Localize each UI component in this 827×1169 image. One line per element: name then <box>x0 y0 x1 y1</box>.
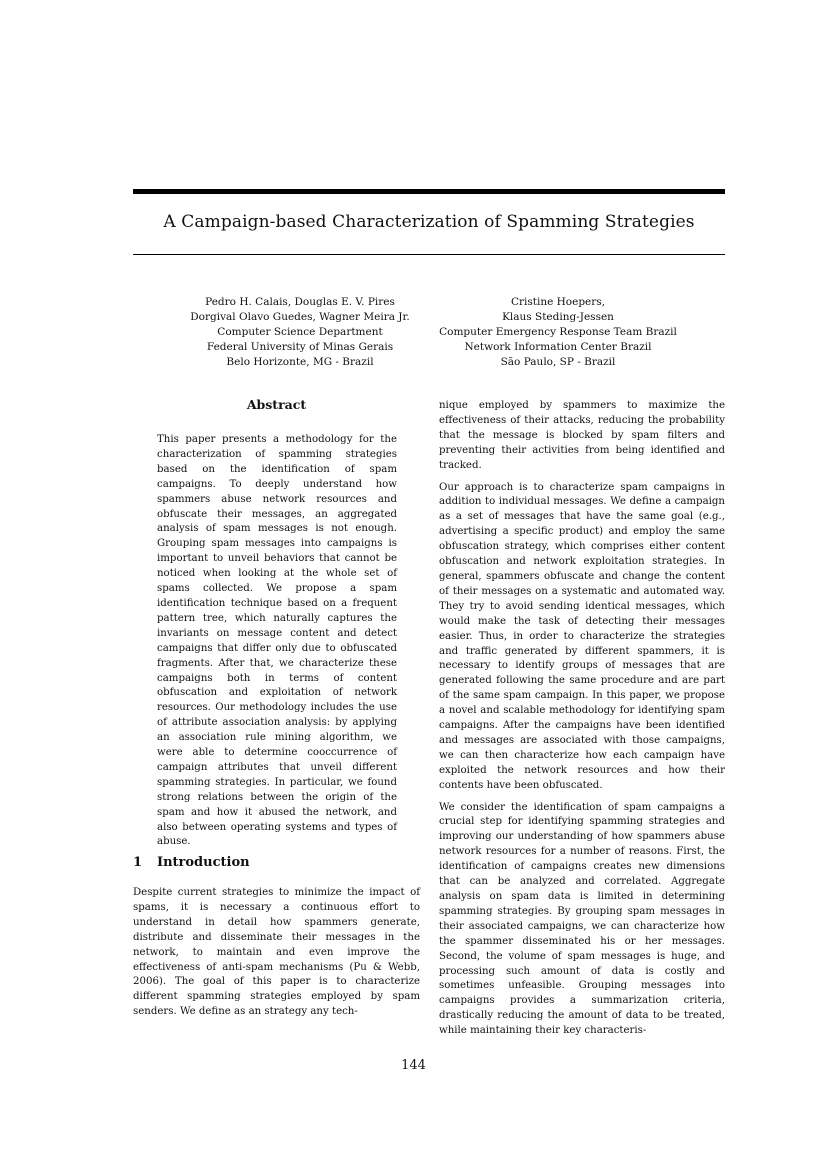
body-paragraph: We consider the identification of spam campaigns a crucial step for identifying spamming strategies and improving our understanding of how spammers abuse network resources for a number of reasons. First, the identification of campaigns creates new dimensions that can be analyzed and correlated. Aggregate analysis on spam data is limited in determining spamming strategies. By grouping spam messages in their associated campaigns, we can characterize how the spammer disseminated his or her messages. Second, the volume of spam messages is huge, and processing such amount of data is costly and sometimes unfeasible. Grouping messages into campaigns provides a summarization criteria, drastically reducing the amount of data to be treated, while maintaining their key characteris- <box>439 801 725 1037</box>
author-line: Klaus Steding-Jessen <box>502 311 614 323</box>
right-column <box>439 399 725 1046</box>
section-title: Introduction <box>157 855 250 870</box>
affiliation-line: Federal University of Minas Gerais <box>206 341 394 353</box>
section-number: 1 <box>133 855 143 870</box>
affiliation-line: Computer Science Department <box>217 326 383 338</box>
body-paragraph: Our approach is to characterize spam campaigns in addition to individual messages. We define a campaign as a set of messages that have the same goal (e.g., advertising a specific product) and employ the same obfuscation strategy, which comprises either content obfuscation and network exploitation strategies. In general, spammers obfuscate and change the content of their messages on a systematic and automated way. They try to avoid sending identical messages, which would make the task of detecting their messages easier. Thus, in order to characterize the strategies and traffic generated by different spammers, it is necessary to identify groups of messages that are generated following the same procedure and are part of the same spam campaign. In this paper, we propose a novel and scalable methodology for identifying spam campaigns. After the campaigns have been identified and messages are associated with those campaigns, we can then characterize how each campaign have exploited the network resources and how their contents have been obfuscated. <box>439 481 725 791</box>
title-bottom-rule <box>133 254 725 255</box>
body-paragraph: nique employed by spammers to maximize the effectiveness of their attacks, reducing the probability that the message is blocked by spam filters and preventing their activities from being identified and tracked. <box>439 400 725 471</box>
author-line: Cristine Hoepers, <box>510 296 606 308</box>
intro-paragraph: Despite current strategies to minimize the impact of spams, it is necessary a continuous effort to understand in detail how spammers generate, distribute and disseminate their messages in the network, to maintain and even improve the effectiveness of anti-spam mechanisms (Pu & Webb, 2006). The goal of this paper is to characterize different spamming strategies employed by spam senders. We define as an strategy any tech- <box>133 887 420 1018</box>
page-number: 144 <box>401 1058 426 1073</box>
abstract-heading: Abstract <box>246 397 307 412</box>
author-line: Dorgival Olavo Guedes, Wagner Meira Jr. <box>190 311 410 323</box>
title-top-rule <box>133 189 725 194</box>
affiliation-line: Belo Horizonte, MG - Brazil <box>226 356 374 368</box>
author-line: Pedro H. Calais, Douglas E. V. Pires <box>205 296 395 308</box>
paper-title: A Campaign-based Characterization of Spamming Strategies <box>163 212 695 232</box>
affiliation-line: São Paulo, SP - Brazil <box>500 356 616 368</box>
abstract-body: This paper presents a methodology for the characterization of spamming strategies based on the identification of spam campaigns. To deeply understand how spammers abuse network resources and obfuscate their messages, an aggregated analysis of spam messages is not enough. Grouping spam messages into campaigns is important to unveil behaviors that cannot be noticed when looking at the whole set of spams collected. We propose a spam identification technique based on a frequent pattern tree, which naturally captures the invariants on message content and detect campaigns that differ only due to obfuscated fragments. After that, we characterize these campaigns both in terms of content obfuscation and exploitation of network resources. Our methodology includes the use of attribute association analysis: by applying an association rule mining algorithm, we were able to determine cooccurrence of campaign attributes that unveil different spamming strategies. In particular, we found strong relations between the origin of the spam and how it abused the network, and also between operating systems and types of abuse. <box>157 434 397 848</box>
section-heading <box>133 855 250 870</box>
affiliation-line: Computer Emergency Response Team Brazil <box>439 326 677 338</box>
author-block-right <box>408 295 708 370</box>
affiliation-line: Network Information Center Brazil <box>464 341 652 353</box>
author-block-left <box>150 295 450 370</box>
